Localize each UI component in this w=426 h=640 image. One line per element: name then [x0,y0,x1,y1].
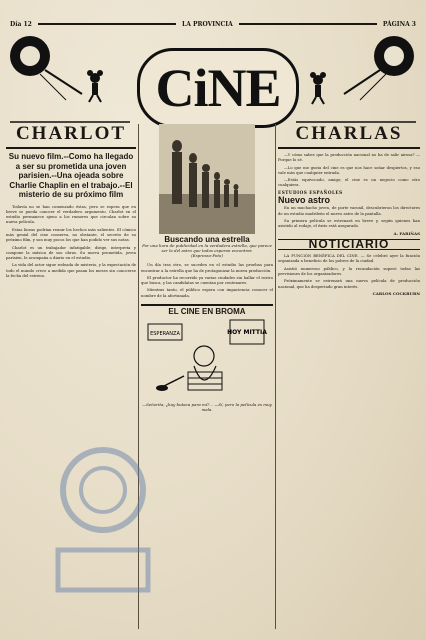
photo-credit: (Espresso-Foto) [191,253,223,259]
center-column [141,124,273,412]
header-newspaper: LA PROVINCIA [181,20,233,28]
article-paragraph: La vida del actor sigue rodeada de misterio, y la expectación de todo el mundo crece a medida que pasan los meses sin conocerse la fecha del estreno. [6,262,136,279]
article-paragraph: —Lo que me gusta del cine es que nos hace soñar despiertos, y eso vale más que cualquier entrada. [278,164,420,175]
noticiario-title: NOTICIARIO [278,239,420,250]
charlot-deck: Su nuevo film.--Como ha llegado a ser su prometida una joven parisien.--Una ojeada sobre Charlie Chaplin en el trabajo.--El misterio de su próximo film [8,152,134,199]
film-still-photo [159,124,255,234]
article-paragraph: En un muchacho joven, de porte varonil, descubrieron los directores de un estudio madrileño el nuevo astro de la pantalla. [278,205,420,216]
photo-headline: Buscando una estrella [164,235,250,244]
section-rule [278,147,420,149]
byline: A. FARIÑAS [393,230,420,236]
article-paragraph: —Y cómo sabes que la producción nacional no ha de salir airosa? —Porque lo sé. [278,152,420,163]
cartoon-title: EL CINE EN BROMA [168,307,246,317]
cartoon-sign-right: HOY MITTIA [227,329,267,337]
header-day: Día 12 [10,20,32,28]
cartoon-caption: —Señorita, ¿hay butaca para mí?... —Sí, pero la película es muy mala. [142,402,272,413]
page-header [10,18,416,30]
section-rule [6,147,136,149]
article-paragraph: Todavía no se han comenzado éstas, pero se espera que en breve se pueda conocer el verdadero argumento. Charlot en el estudio permanece ajeno a los rumores que circulan sobre su nueva película. [6,203,136,225]
photo-caption: Por una hora de publicidad en la verdadera estrella, que parece ser la del astro que todos esperan encontrar. [142,243,272,254]
header-rule [239,23,377,25]
masthead-title: CiNE [137,48,299,128]
charlot-article [6,124,136,280]
news-item: Asistió numeroso público, y la recaudación superó todas las previsiones de los organizadores. [278,265,420,277]
article-paragraph: Mientras tanto, el público espera con impaciencia conocer el nombre de la afortunada. [141,287,273,298]
news-item: LA FUNCIÓN BENÉFICA DEL CINE. — Se celebró ayer la función organizada a beneficio de los pobres de la ciudad. [278,253,420,264]
column-divider [275,124,276,629]
article-paragraph: Charlot es un trabajador infatigable; dirige, interpreta y compone la música de sus obras. Su nueva prometida, joven parisien, le acompaña a diario en el estudio. [6,244,136,261]
article-paragraph: Su primera película se estrenará en breve y, según quienes han asistido al rodaje, el éxito está asegurado. [278,217,420,229]
cartoon-sign-left: ESPERANZA [150,331,180,338]
section-rule [141,304,273,306]
article-paragraph: Estas lineas podrían reunir los hechos más salientes. El cómico más genial del cine conserva, no obstante, el secreto de su próximo film, y son muy pocos los que han podido ver sus notas. [6,226,136,243]
news-item: Próximamente se estrenará una nueva película de producción nacional, que ha despertado gran interés. [278,278,420,289]
right-column [278,124,420,296]
article-paragraph: —Estás equivocado, amigo; el cine es un negocio como otro cualquiera. [278,177,420,188]
nuevo-astro-headline: Nuevo astro [278,195,331,206]
article-paragraph: El productor ha recorrido ya varias ciudades sin hallar el rostro que busca, y las candidatas se cuentan por centenares. [141,274,273,286]
article-paragraph: Un día tras otro, se suceden en el estudio las pruebas para encontrar a la estrella que ha de protagonizar la nueva producción. [141,262,273,273]
mouse-icon [310,72,326,104]
charlas-title: CHARLAS [295,123,403,144]
column-divider [138,124,139,629]
header-page: PÁGINA 3 [382,20,416,28]
cartoon-illustration [144,316,270,400]
section-label: ESTUDIOS ESPAÑOLES [278,189,343,195]
signature: CARLOS COCKBURN [372,290,420,296]
mouse-icon [87,70,103,102]
charlot-title: CHARLOT [15,123,127,144]
header-rule [38,23,176,25]
